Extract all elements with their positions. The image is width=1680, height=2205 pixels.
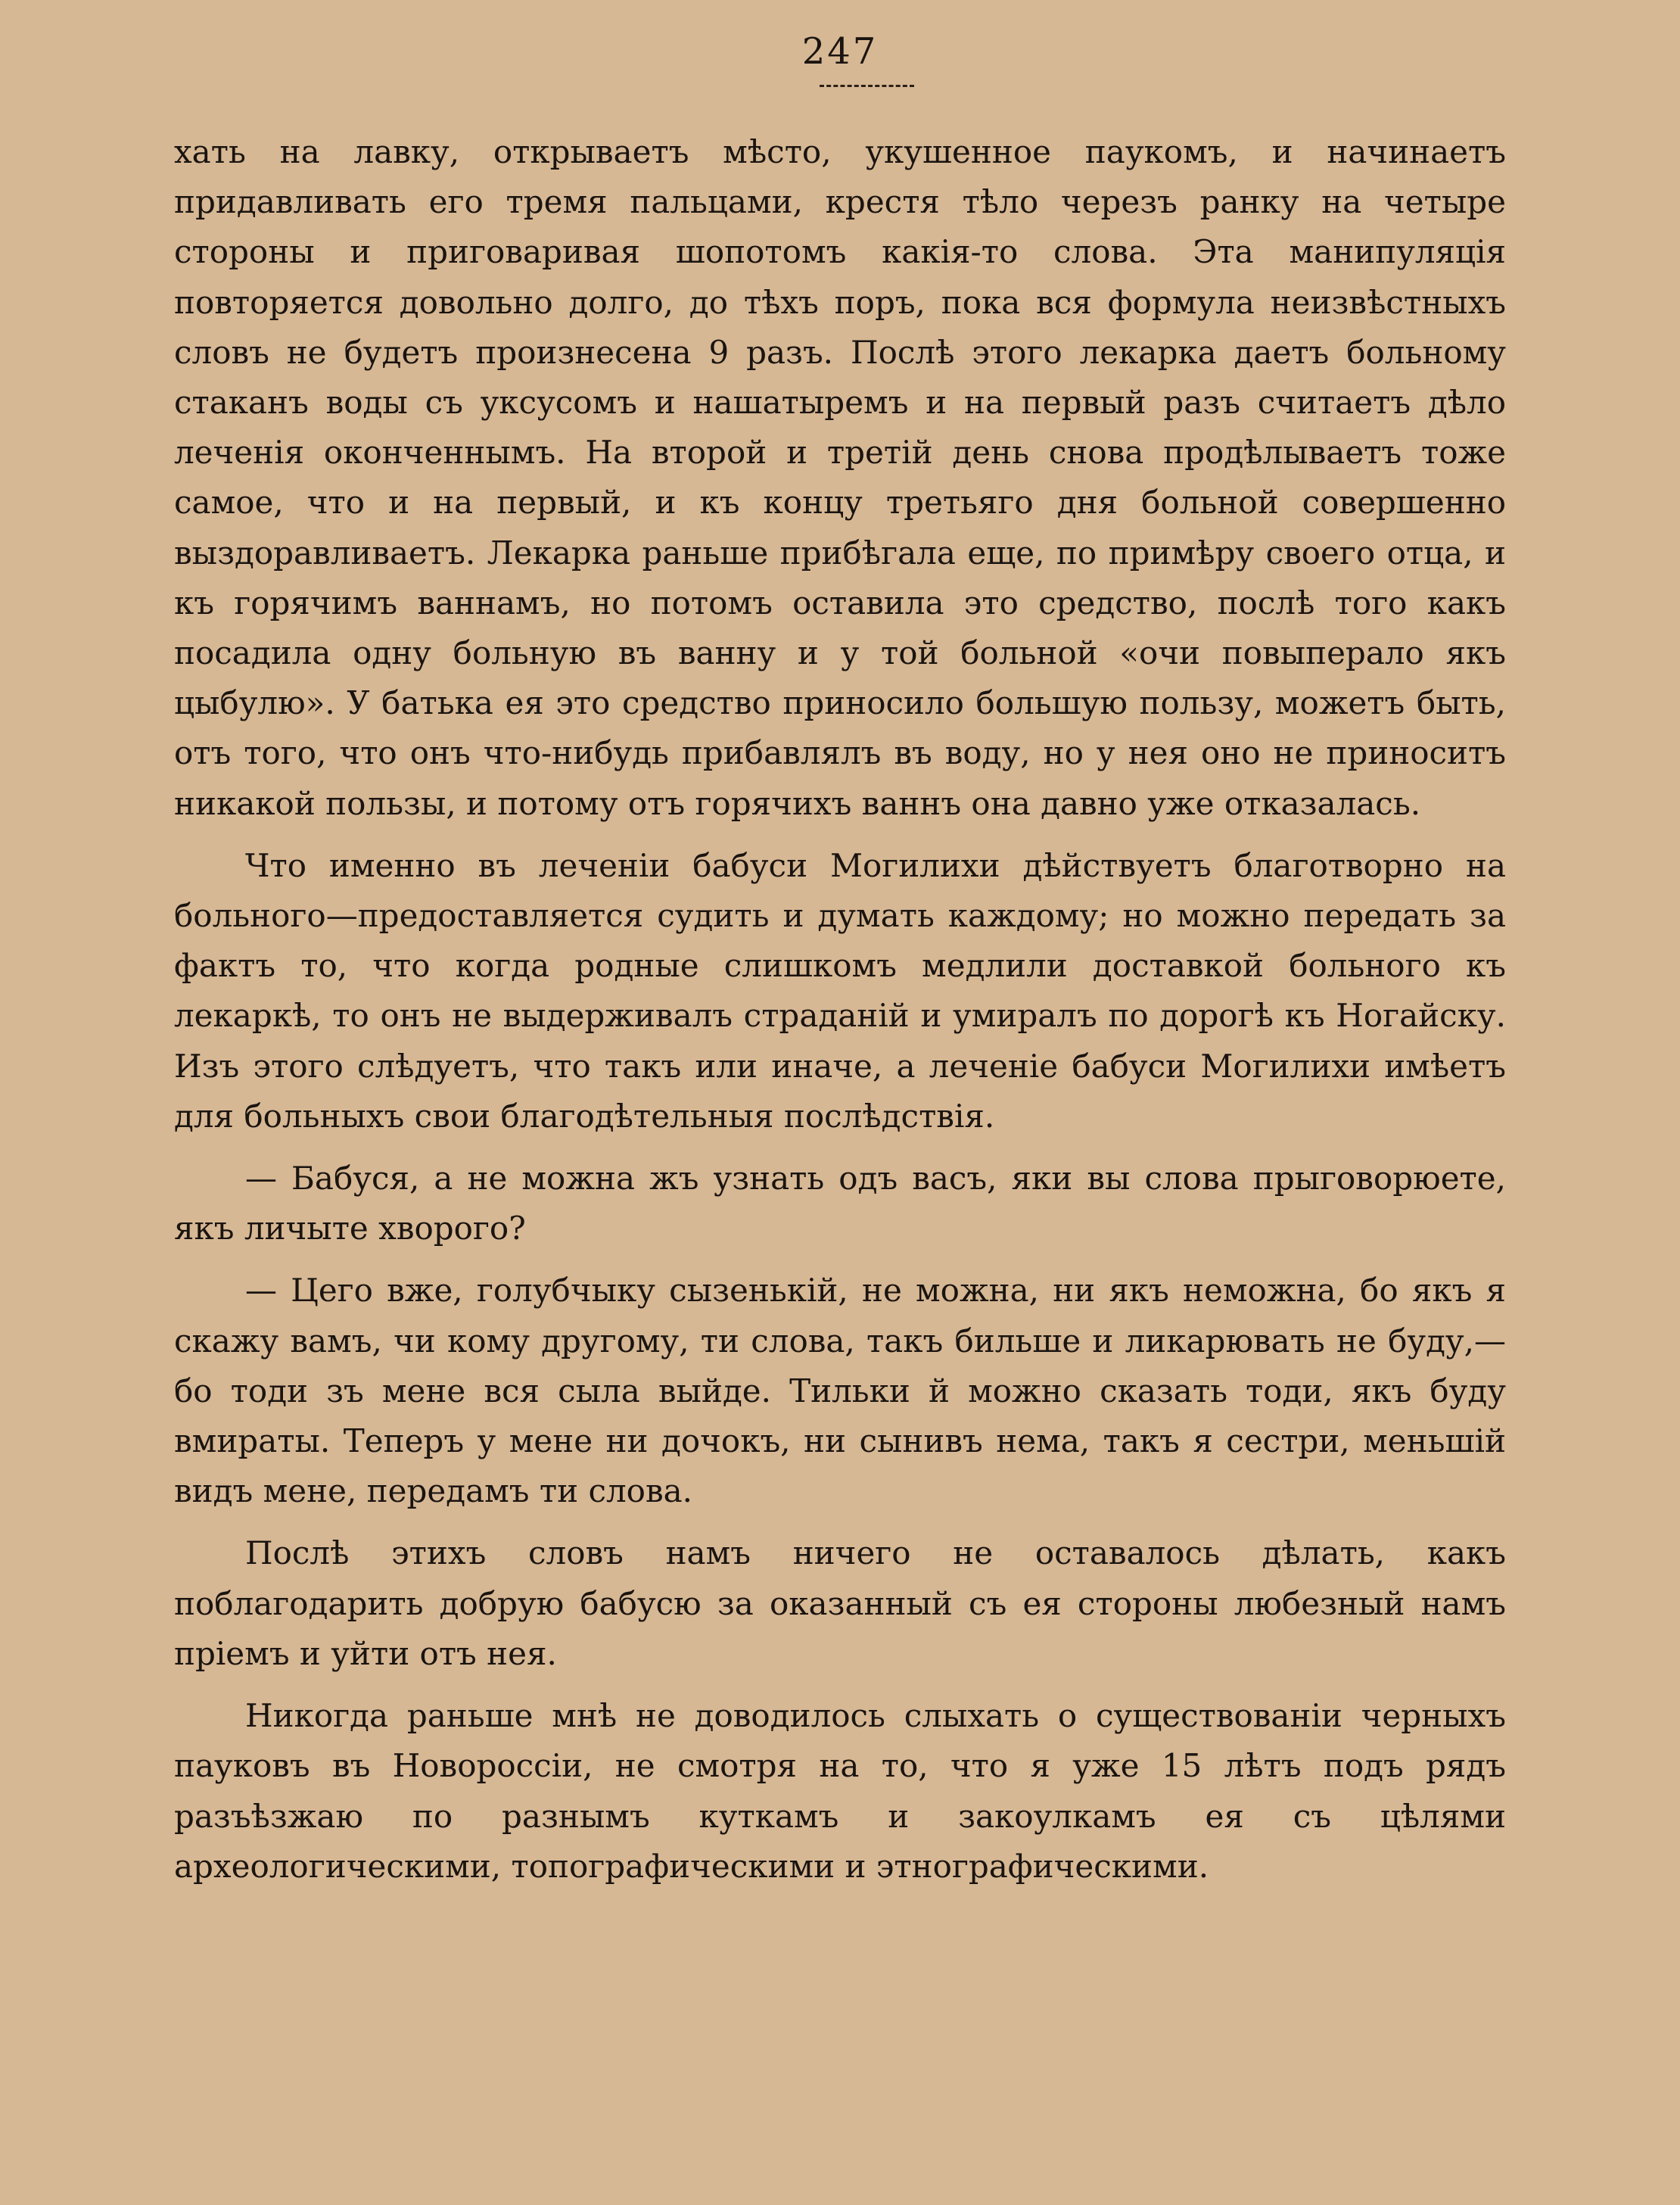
- paragraph: Никогда раньше мнѣ не доводилось слыхать о существованіи черныхъ пауковъ въ Новороссіи, не смотря на то, что я уже 15 лѣтъ подъ рядъ разъѣзжаю по разнымъ куткамъ и закоулкамъ ея съ цѣлями археологическими, топографическими и этнографическими.: [174, 1697, 1506, 1885]
- dialogue-answer: — Цего вже, голубчыку сызенькій, не можна, ни якъ неможна, бо якъ я скажу вамъ, чи кому другому, ти слова, такъ бильше и ликарювать не буду,—бо тоди зъ мене вся сыла выйде. Тильки й можно сказать тоди, якъ буду вмираты. Теперъ у мене ни дочокъ, ни сынивъ нема, такъ я сестри, меньшій видъ мене, передамъ ти слова.: [174, 1272, 1506, 1510]
- page-number: 247: [801, 30, 879, 73]
- paragraph: Что именно въ леченіи бабуси Могилихи дѣйствуетъ благотворно на больного—предоставляется судить и думать каждому; но можно передать за фактъ то, что когда родные слишкомъ медлили доставкой больного къ лекаркѣ, то онъ не выдерживалъ страданій и умиралъ по дорогѣ къ Ногайску. Изъ этого слѣдуетъ, что такъ или иначе, а леченіе бабуси Могилихи имѣетъ для больныхъ свои благодѣтельныя послѣдствія.: [174, 846, 1506, 1135]
- paragraph-continued: хать на лавку, открываетъ мѣсто, укушенное паукомъ, и начинаетъ придавливать его тремя пальцами, крестя тѣло черезъ ранку на четыре стороны и приговаривая шопотомъ какія-то слова. Эта манипуляція повторяется довольно долго, до тѣхъ поръ, пока вся формула неизвѣстныхъ словъ не будетъ произнесена 9 разъ. Послѣ этого лекарка даетъ больному стаканъ воды съ уксусомъ и нашатыремъ и на первый разъ считаетъ дѣло леченія оконченнымъ. На второй и третій день снова продѣлываетъ тоже самое, что и на первый, и къ концу третьяго дня больной совершенно выздоравливаетъ. Лекарка раньше прибѣгала еще, по примѣру своего отца, и къ горячимъ ваннамъ, но потомъ оставила это средство, послѣ того какъ посадила одну больную въ ванну и у той больной «очи повыперало якъ цыбулю». У батька ея это средство приносило большую пользу, можетъ быть, отъ того, что онъ что-нибудь прибавлялъ въ воду, но у нея оно не приноситъ никакой пользы, и потому отъ горячихъ ваннъ она давно уже отказалась.: [174, 133, 1506, 822]
- page-number-rule: [820, 85, 914, 87]
- dialogue-question: — Бабуся, а не можна жъ узнать одъ васъ, яки вы слова прыговорюете, якъ личыте хворого?: [174, 1160, 1506, 1247]
- paragraph: Послѣ этихъ словъ намъ ничего не оставалось дѣлать, какъ поблагодарить добрую бабусю за оказанный съ ея стороны любезный намъ пріемъ и уйти отъ нея.: [174, 1534, 1506, 1672]
- body-text: [174, 127, 1506, 1904]
